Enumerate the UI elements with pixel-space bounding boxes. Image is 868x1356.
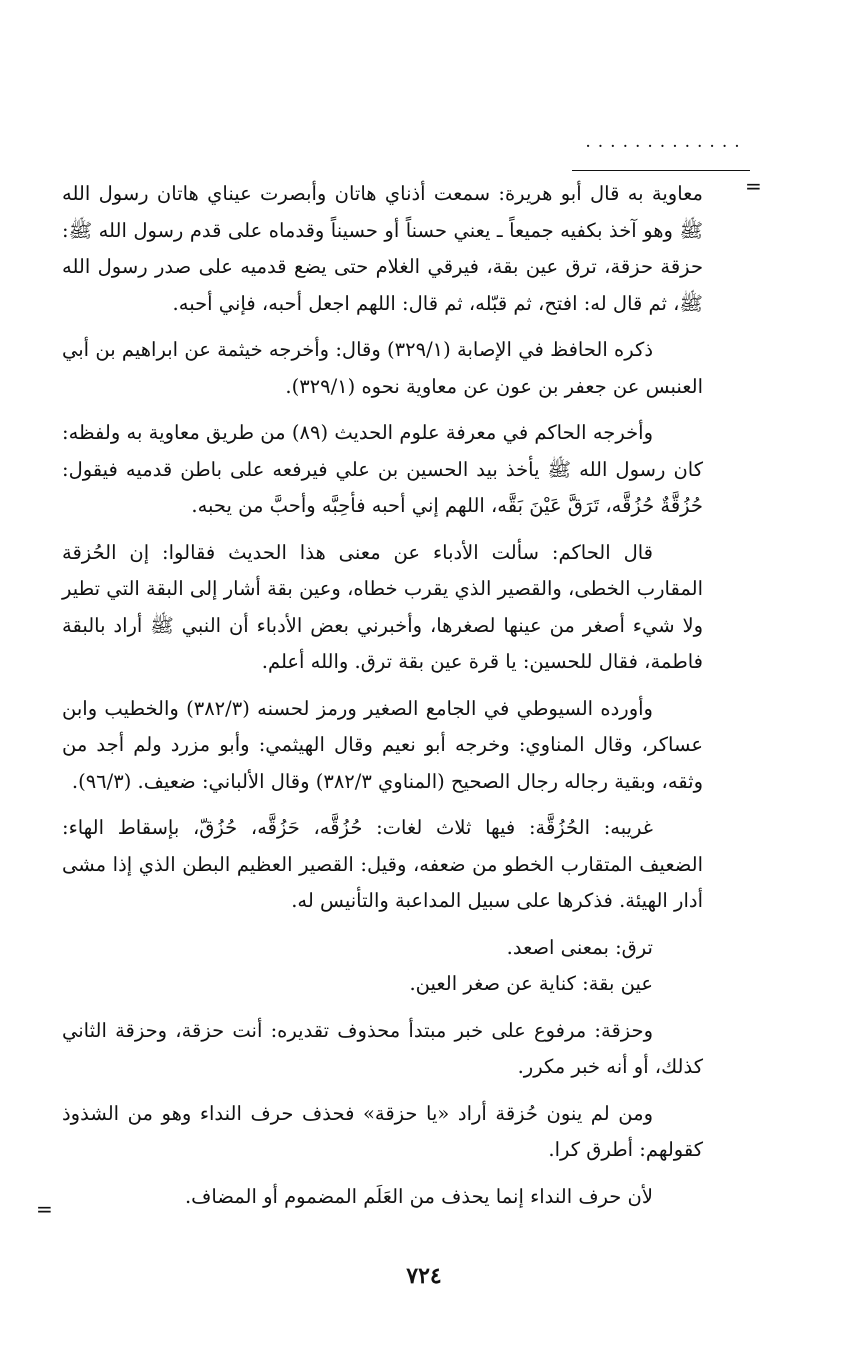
page-body xyxy=(62,176,703,1215)
paragraph-isaba-reference: ذكره الحافظ في الإصابة (٣٢٩/١) وقال: وأخرجه خيثمة عن ابراهيم بن أبي العنبس عن جعفر بن عون عن معاوية نحوه (٣٢٩/١). xyxy=(62,338,703,398)
paragraph-vocative-note: ومن لم ينون حُزقة أراد «يا حزقة» فحذف حرف النداء وهو من الشذوذ كقولهم: أطرق كرا. xyxy=(62,1101,703,1161)
header-rule xyxy=(572,170,750,171)
paragraph-suyuti-reference: وأورده السيوطي في الجامع الصغير ورمز لحسنه (٣٨٢/٣) والخطيب وابن عساكر، وقال المناوي: وخرجه أبو نعيم وقال الهيثمي: وأبو مزرد ولم أجد من وثقه، وبقية رجاله رجال الصحيح (المناوي ٣٨٢/٣) وقال الألباني: ضعيف. (٩٦/٣). xyxy=(62,696,703,793)
paragraph-hadith-text: معاوية به قال أبو هريرة: سمعت أذناي هاتان وأبصرت عيناي هاتان رسول الله ﷺ وهو آخذ بكفيه جميعاً ـ يعني حسناً أو حسيناً وقدماه على قدم رسول الله ﷺ: حزقة حزقة، ترق عين بقة، فيرقي الغلام حتى يضع قدميه على صدر رسول الله ﷺ، ثم قال له: افتح، ثم قبّله، ثم قال: اللهم اجعل أحبه، فإني أحبه. xyxy=(62,182,703,315)
paragraph-grammar-hazuqqa: وحزقة: مرفوع على خبر مبتدأ محذوف تقديره: أنت حزقة، وحزقة الثاني كذلك، أو أنه خبر مكرر. xyxy=(62,1018,703,1078)
paragraph-hakim-narration: وأخرجه الحاكم في معرفة علوم الحديث (٨٩) من طريق معاوية به ولفظه: كان رسول الله ﷺ يأخذ بيد الحسين بن علي فيرفعه على باطن قدميه فيقول: حُزُقَّةٌ حُزُقَّه، تَرَقَّ عَيْنَ بَقَّه، اللهم إني أحبه فأحِبَّه وأحبَّ من يحبه. xyxy=(62,421,703,517)
paragraph-gharib-vocabulary: غريبه: الحُزُقَّة: فيها ثلاث لغات: حُزُقَّه، حَزُقَّه، حُزُقّ، بإسقاط الهاء: الضعيف المتقارب الخطو من ضعفه، وقيل: القصير العظيم البطن الذي إذا مشى أدار الهيئة. فذكرها على سبيل المداعبة والتأنيس له. xyxy=(62,816,703,912)
definition-taraqqa: ترق: بمعنى اصعد. xyxy=(506,935,653,959)
paragraph-vocative-rule: لأن حرف النداء إنما يحذف من العَلَم المضموم أو المضاف. xyxy=(184,1184,653,1208)
header-dots: ............. xyxy=(585,132,747,152)
continuation-mark-top: = xyxy=(745,174,762,198)
page-number: ٧٢٤ xyxy=(406,1263,442,1289)
paragraph-hakim-commentary: قال الحاكم: سألت الأدباء عن معنى هذا الحديث فقالوا: إن الحُزقة المقارب الخطى، والقصير الذي يقرب خطاه، وعين بقة أشار إلى البقة التي تطير ولا شيء أصغر من عينها لصغرها، وأخبرني بعض الأدباء أن النبي ﷺ أراد بالبقة فاطمة، فقال للحسين: يا قرة عين بقة ترق. والله أعلم. xyxy=(62,540,703,673)
definition-ayn-baqqa: عين بقة: كناية عن صغر العين. xyxy=(409,972,653,995)
continuation-mark-bottom: = xyxy=(36,1197,53,1221)
